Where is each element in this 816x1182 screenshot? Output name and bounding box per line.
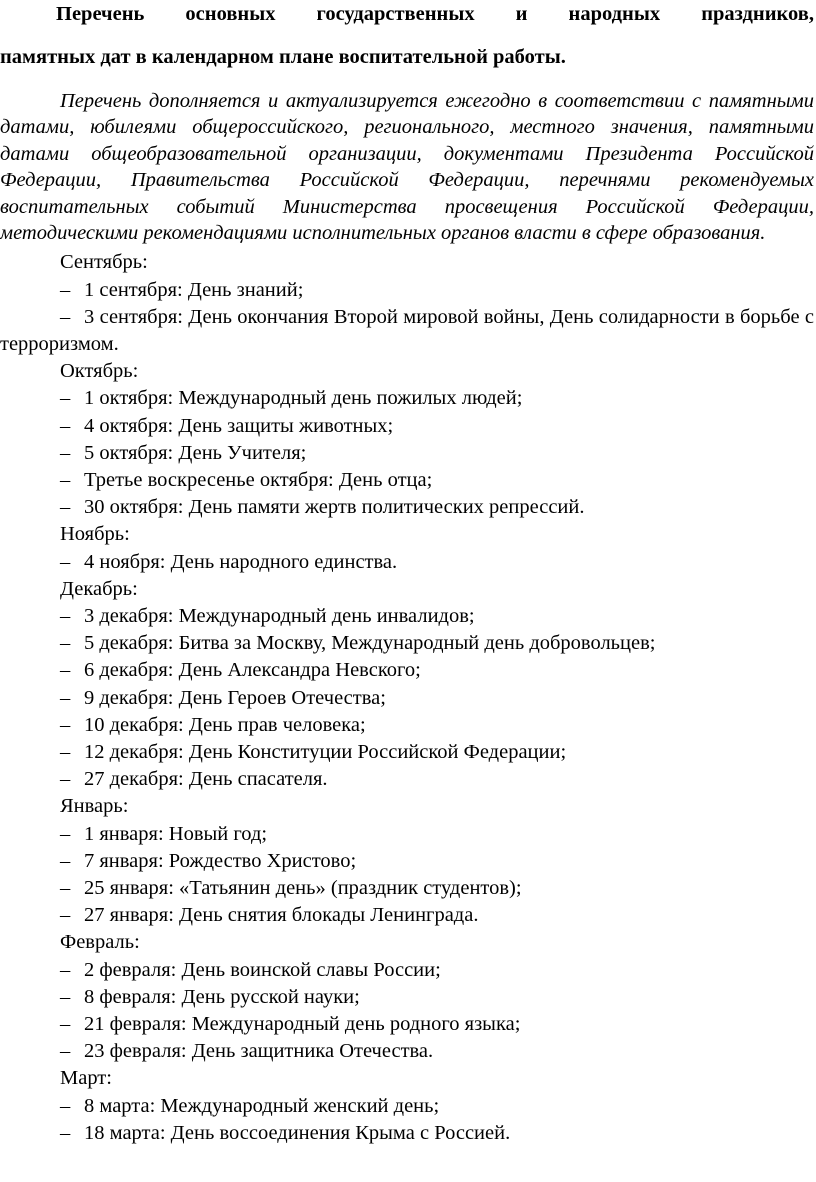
month-section — [0, 521, 814, 575]
date-list-item — [0, 848, 814, 875]
dash-bullet: – — [60, 605, 71, 628]
date-list — [0, 549, 814, 576]
dash-bullet: – — [60, 278, 71, 301]
dash-bullet: – — [60, 877, 71, 900]
date-list-item — [0, 657, 814, 684]
date-entry-text: 18 марта: День воссоединения Крыма с Россией. — [84, 1121, 511, 1144]
month-heading: Сентябрь: — [60, 251, 148, 274]
dash-bullet: – — [60, 768, 71, 791]
date-entry-text: 8 марта: Международный женский день; — [84, 1094, 440, 1117]
dash-bullet: – — [60, 414, 71, 437]
date-entry-text: 8 февраля: День русской науки; — [84, 985, 360, 1008]
date-list-item — [0, 385, 814, 412]
date-entry-text: 23 февраля: День защитника Отечества. — [84, 1040, 434, 1063]
month-heading: Март: — [60, 1067, 112, 1090]
document-title-line-1: Перечень основных государственных и народных праздников, — [56, 3, 814, 25]
dash-bullet: – — [60, 686, 71, 709]
date-list-item — [0, 957, 814, 984]
date-entry-text: 27 декабря: День спасателя. — [84, 768, 328, 791]
date-list — [0, 277, 814, 359]
date-entry-text: 12 декабря: День Конституции Российской Федерации; — [84, 741, 567, 764]
date-list-item — [0, 875, 814, 902]
date-list-item — [0, 549, 814, 576]
date-list-item — [0, 984, 814, 1011]
dash-bullet: – — [60, 822, 71, 845]
date-list-item — [0, 739, 814, 766]
date-entry-text: 4 ноября: День народного единства. — [84, 550, 398, 573]
dash-bullet: – — [60, 904, 71, 927]
dash-bullet: – — [60, 305, 71, 328]
date-list-item — [0, 1093, 814, 1120]
date-list-item — [0, 603, 814, 630]
date-entry-text: 21 февраля: Международный день родного языка; — [84, 1013, 521, 1036]
date-list-item — [0, 902, 814, 929]
dash-bullet: – — [60, 659, 71, 682]
date-entry-text: 27 января: День снятия блокады Ленинграда. — [84, 904, 479, 927]
dash-bullet: – — [60, 1013, 71, 1036]
dash-bullet: – — [60, 1121, 71, 1144]
date-list-item — [0, 413, 814, 440]
dash-bullet: – — [60, 496, 71, 519]
dash-bullet: – — [60, 958, 71, 981]
month-list — [0, 249, 814, 1147]
date-list-item — [0, 440, 814, 467]
dash-bullet: – — [60, 849, 71, 872]
date-entry-text: 2 февраля: День воинской славы России; — [84, 958, 441, 981]
document-title-line-2: памятных дат в календарном плане воспитательной работы. — [0, 46, 566, 68]
date-entry-text: 1 января: Новый год; — [84, 822, 268, 845]
dash-bullet: – — [60, 1094, 71, 1117]
date-list-item — [0, 685, 814, 712]
month-section — [0, 576, 814, 794]
intro-paragraph: Перечень дополняется и актуализируется ежегодно в соответствии с памятными датами, юбилеями общероссийского, регионального, местного значения, памятными датами общеобразовательной организации, документами Президента Российской Федерации, Правительства Российской Федерации, перечнями рекомендуемых воспитательных событий Министерства просвещения Российской Федерации, методическими рекомендациями исполнительных органов власти в сфере образования. — [0, 90, 814, 245]
date-list-item — [0, 712, 814, 739]
date-list-item — [0, 821, 814, 848]
date-entry-text: 6 декабря: День Александра Невского; — [84, 659, 421, 682]
date-list-item — [0, 1038, 814, 1065]
date-list-item — [0, 467, 814, 494]
month-heading: Ноябрь: — [60, 523, 130, 546]
month-heading: Октябрь: — [60, 360, 139, 383]
dash-bullet: – — [60, 441, 71, 464]
date-entry-text: 5 октября: День Учителя; — [84, 441, 307, 464]
date-list-item — [0, 1120, 814, 1147]
date-entry-text: 1 октября: Международный день пожилых людей; — [84, 387, 523, 410]
dash-bullet: – — [60, 387, 71, 410]
date-entry-text: Третье воскресенье октября: День отца; — [84, 469, 433, 492]
date-list — [0, 1093, 814, 1147]
date-entry-text: 10 декабря: День прав человека; — [84, 713, 366, 736]
month-heading: Февраль: — [60, 931, 140, 954]
date-list-item — [0, 1011, 814, 1038]
month-section — [0, 793, 814, 929]
date-list-item — [0, 630, 814, 657]
month-section — [0, 358, 814, 521]
date-entry-text: 4 октября: День защиты животных; — [84, 414, 394, 437]
date-list — [0, 957, 814, 1066]
dash-bullet: – — [60, 550, 71, 573]
date-entry-text: 7 января: Рождество Христово; — [84, 849, 357, 872]
date-entry-text: 1 сентября: День знаний; — [84, 278, 304, 301]
date-list — [0, 385, 814, 521]
dash-bullet: – — [60, 741, 71, 764]
date-list-item — [0, 304, 814, 358]
date-list-item — [0, 277, 814, 304]
dash-bullet: – — [60, 713, 71, 736]
dash-bullet: – — [60, 469, 71, 492]
month-section — [0, 1065, 814, 1147]
date-entry-text: 25 января: «Татьянин день» (праздник студентов); — [84, 877, 522, 900]
date-entry-text: 9 декабря: День Героев Отечества; — [84, 686, 386, 709]
date-entry-text: 3 декабря: Международный день инвалидов; — [84, 605, 475, 628]
date-list — [0, 821, 814, 930]
date-entry-text: 5 декабря: Битва за Москву, Международный день добровольцев; — [84, 632, 656, 655]
month-section — [0, 929, 814, 1065]
date-entry-text: 30 октября: День памяти жертв политических репрессий. — [84, 496, 585, 519]
date-list-item — [0, 494, 814, 521]
dash-bullet: – — [60, 985, 71, 1008]
dash-bullet: – — [60, 632, 71, 655]
dash-bullet: – — [60, 1040, 71, 1063]
month-section — [0, 249, 814, 358]
date-list-item — [0, 766, 814, 793]
month-heading: Январь: — [60, 795, 129, 818]
date-list — [0, 603, 814, 793]
date-entry-text: 3 сентября: День окончания Второй мировой войны, День солидарности в борьбе с терроризмом. — [0, 305, 814, 356]
month-heading: Декабрь: — [60, 577, 138, 600]
